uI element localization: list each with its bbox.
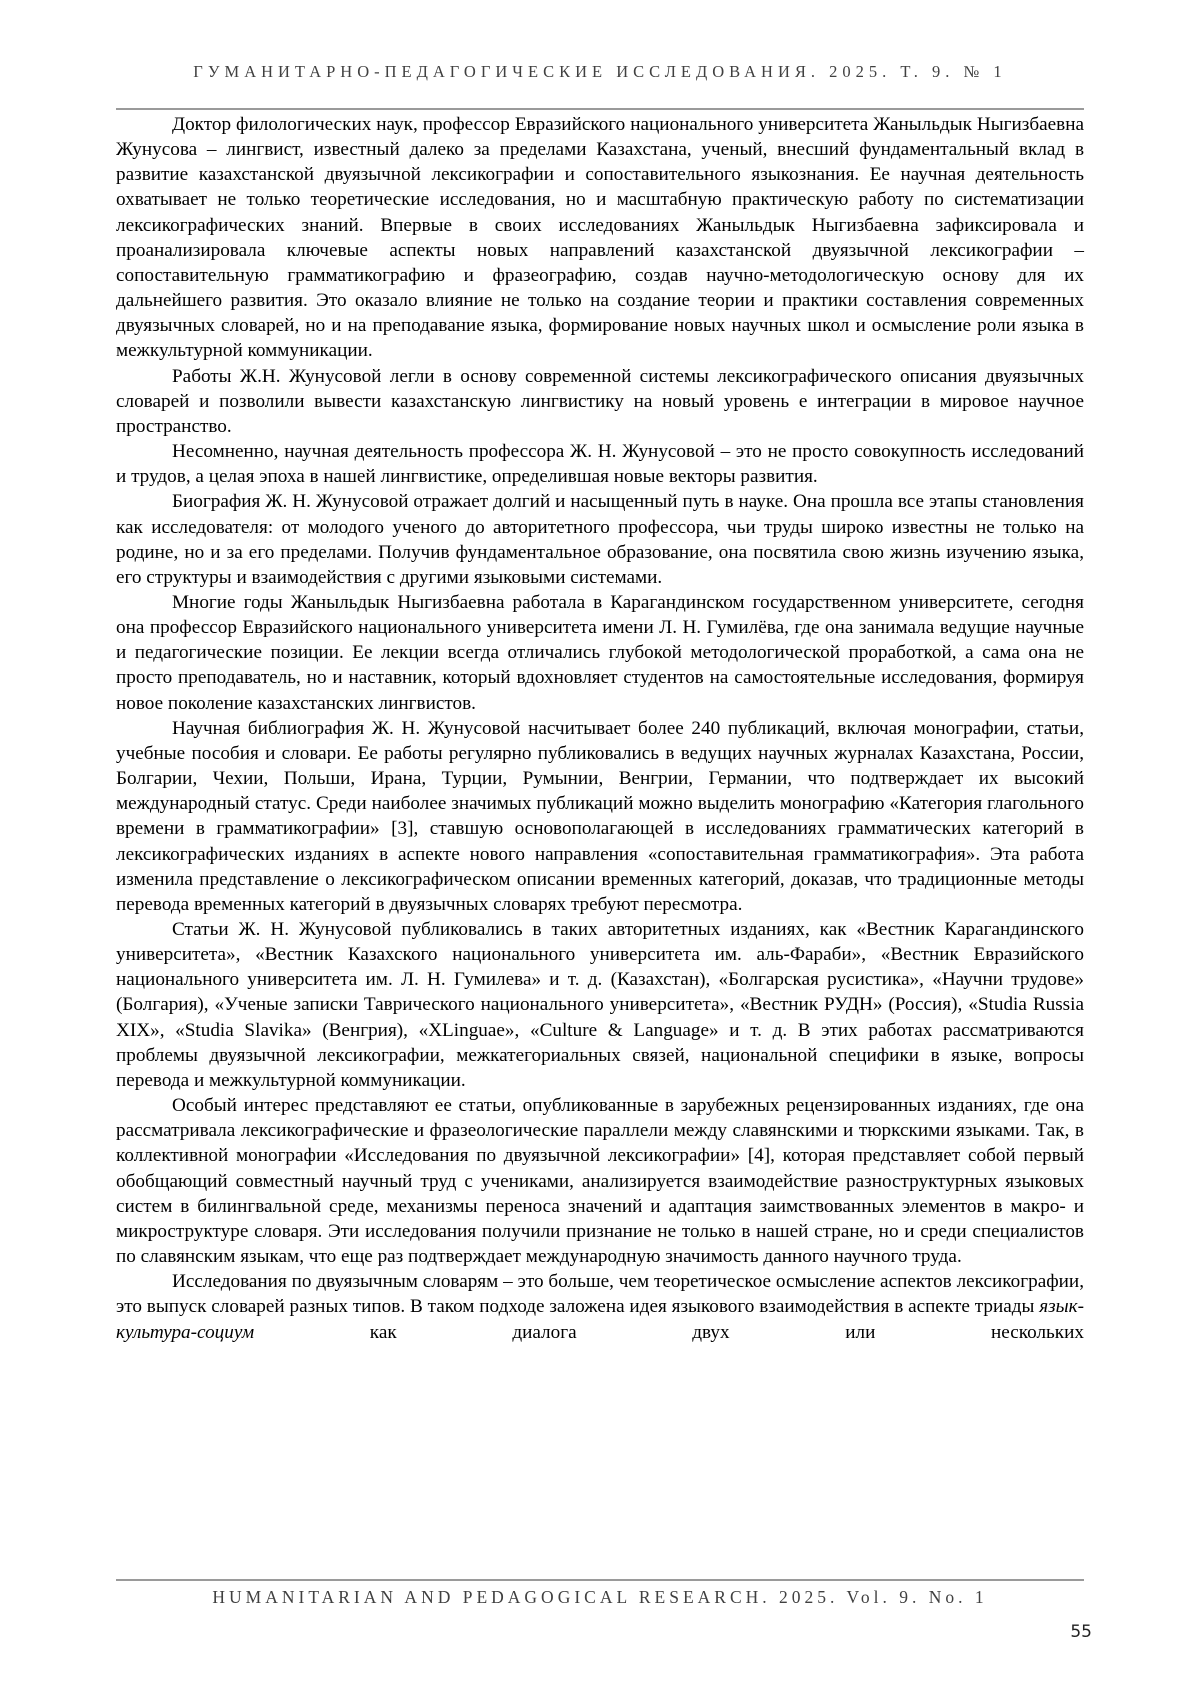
paragraph-text-start: Исследования по двуязычным словарям – это больше, чем теоретическое осмысление аспектов лексикографии, это выпуск словарей разных типов. В таком подходе заложена идея языкового взаимодействия в аспекте триады <box>116 1271 1084 1318</box>
paragraph-career: Многие годы Жаныльдык Ныгизбаевна работала в Карагандинском государственном университете, сегодня она профессор Евразийского национального университета имени Л. Н. Гумилёва, где она занимала ведущие научные и педагогические позиции. Ее лекции всегда отличались глубокой методологической проработкой, а сама она не просто преподаватель, но и наставник, который вдохновляет студентов на самостоятельные исследования, формируя новое поколение казахстанских лингвистов. <box>116 591 1084 714</box>
paragraph-foreign-articles: Особый интерес представляют ее статьи, опубликованные в зарубежных рецензированных изданиях, где она рассматривала лексикографические и фразеологические параллели между славянскими и тюркскими языками. Так, в коллективной монографии «Исследования по двуязычной лексикографии» [4], которая представляет собой первый обобщающий совместный научный труд с учениками, анализируется взаимодействие разноструктурных языковых систем в билингвальной среде, механизмы переноса значений и адаптация заимствованных элементов в макро- и микроструктуре словаря. Эти исследования получили признание не только в нашей стране, но и среди специалистов по славянским языкам, что еще раз подтверждает международную значимость данного научного труда. <box>116 1095 1084 1268</box>
running-footer: HUMANITARIAN AND PEDAGOGICAL RESEARCH. 2025. Vol. 9. No. 1 <box>212 1587 988 1607</box>
paragraph-biography: Биография Ж. Н. Жунусовой отражает долгий и насыщенный путь в науке. Она прошла все этапы становления как исследователя: от молодого ученого до авторитетного профессора, чьи труды широко известны не только на родине, но и за его пределами. Получив фундаментальное образование, она посвятила свою жизнь изучению языка, его структуры и взаимодействия с другими языковыми системами. <box>116 491 1084 588</box>
paragraph-bibliography: Научная библиография Ж. Н. Жунусовой насчитывает более 240 публикаций, включая монографии, статьи, учебные пособия и словари. Ее работы регулярно публиковались в ведущих научных журналах Казахстана, России, Болгарии, Чехии, Польши, Ирана, Турции, Румынии, Венгрии, Германии, что подтверждает их высокий международный статус. Среди наиболее значимых публикаций можно выделить монографию «Категория глагольного времени в грамматикографии» [3], ставшую основополагающей в исследованиях грамматических категорий в лексикографических изданиях в аспекте нового направления «сопоставительная грамматикография». Эта работа изменила представление о лексикографическом описании временных категорий, доказав, что традиционные методы перевода временных категорий в двуязычных словарях требуют пересмотра. <box>116 717 1084 915</box>
paragraph-text-end: как диалога двух или нескольких <box>254 1321 1084 1343</box>
header-rule <box>116 108 1084 110</box>
italic-term: язык-культура-социум <box>116 1296 1084 1343</box>
page-number: 55 <box>1070 1622 1092 1642</box>
paragraph-bilingual-dictionaries <box>116 1269 1084 1344</box>
article-body <box>116 112 1084 1345</box>
paragraph-era: Несомненно, научная деятельность профессора Ж. Н. Жунусовой – это не просто совокупность исследований и трудов, а целая эпоха в нашей лингвистике, определившая новые векторы развития. <box>116 441 1084 488</box>
paragraph-journals: Статьи Ж. Н. Жунусовой публиковались в таких авторитетных изданиях, как «Вестник Карагандинского университета», «Вестник Казахского национального университета им. аль-Фараби», «Вестник Евразийского национального университета им. Л. Н. Гумилева» и т. д. (Казахстан), «Болгарская русистика», «Научни трудове» (Болгария), «Ученые записки Таврического национального университета», «Вестник РУДН» (Россия), «Studia Russia XIX», «Studia Slavika» (Венгрия), «XLinguae», «Culture & Language» и т. д. В этих работах рассматриваются проблемы двуязычной лексикографии, межкатегориальных связей, национальной специфики в языке, вопросы перевода и межкультурной коммуникации. <box>116 919 1084 1091</box>
footer-rule <box>116 1579 1084 1581</box>
paragraph-works: Работы Ж.Н. Жунусовой легли в основу современной системы лексикографического описания двуязычных словарей и позволили вывести казахстанскую лингвистику на новый уровень е интеграции в мировое научное пространство. <box>116 365 1084 437</box>
paragraph-intro: Доктор филологических наук, профессор Евразийского национального университета Жаныльдык Ныгизбаевна Жунусова – лингвист, известный далеко за пределами Казахстана, ученый, внесший фундаментальный вклад в развитие казахстанской двуязычной лексикографии и сопоставительного языкознания. Ее научная деятельность охватывает не только теоретические исследования, но и масштабную практическую работу по систематизации лексикографических знаний. Впервые в своих исследованиях Жаныльдык Ныгизбаевна зафиксировала и проанализировала ключевые аспекты новых направлений казахстанской двуязычной лексикографии – сопоставительную грамматикографию и фразеографию, создав научно-методологическую основу для их дальнейшего развития. Это оказало влияние не только на создание теории и практики составления современных двуязычных словарей, но и на преподавание языка, формирование новых научных школ и осмысление роли языка в межкультурной коммуникации. <box>116 114 1084 362</box>
running-header: ГУМАНИТАРНО-ПЕДАГОГИЧЕСКИЕ ИССЛЕДОВАНИЯ. 2025. Т. 9. № 1 <box>193 62 1007 81</box>
